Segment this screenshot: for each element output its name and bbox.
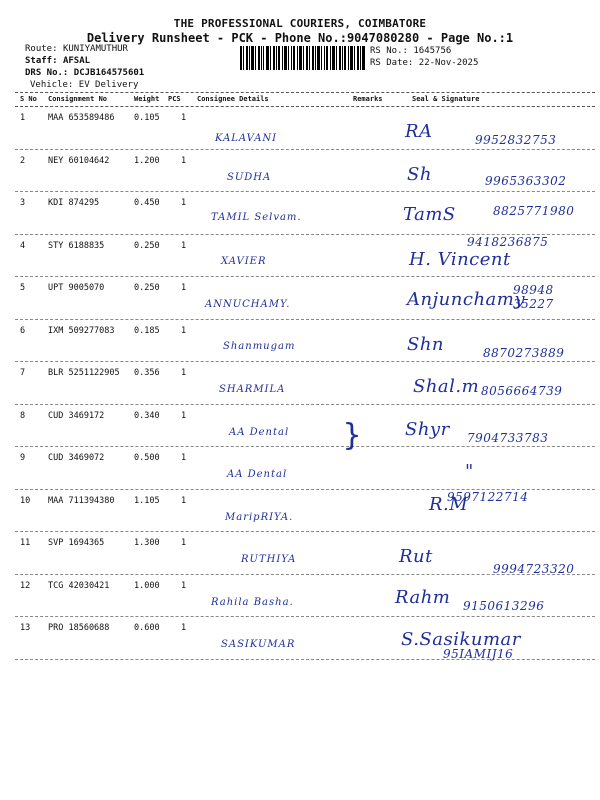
weight-value: 0.105 [134, 113, 160, 123]
consignee-name: Rahila Basha. [211, 596, 294, 608]
receiver-signature: Shal.m [413, 376, 480, 397]
rs-number: RS No.: 1645756 [370, 46, 452, 56]
vehicle-value: EV Delivery [78, 80, 139, 90]
row-sno: 3 [20, 198, 26, 208]
table-row [15, 490, 595, 533]
receiver-signature: Shyr [405, 418, 450, 440]
consignment-number: MAA 711394380 [48, 495, 115, 506]
row-sno: 11 [20, 538, 31, 548]
company-title: THE PROFESSIONAL COURIERS, COIMBATORE [173, 17, 427, 30]
receiver-phone: 9150613296 [463, 598, 545, 613]
receiver-phone: 8825771980 [493, 204, 575, 218]
receiver-phone: 8870273889 [483, 345, 565, 360]
row-sno: 12 [20, 580, 31, 591]
consignment-number: KDI 874295 [48, 198, 100, 208]
consignee-name: SUDHA [227, 171, 272, 183]
rs-date: RS Date: 22-Nov-2025 [370, 58, 479, 68]
table-row [15, 617, 595, 660]
weight-value: 0.500 [134, 453, 160, 463]
consignee-name: TAMIL Selvam. [211, 212, 302, 223]
col-weight: Weight [134, 95, 160, 103]
weight-value: 0.250 [134, 240, 160, 251]
pcs-value: 1 [181, 495, 187, 506]
consignee-name: AA Dental [229, 426, 290, 438]
weight-value: 0.250 [134, 283, 160, 293]
consignment-number: CUD 3469172 [48, 410, 105, 421]
receiver-signature: Sh [407, 163, 432, 185]
consignee-name: XAVIER [221, 255, 267, 267]
row-sno: 7 [20, 368, 26, 378]
col-consignee: Consignee Details [197, 95, 269, 103]
consignee-name: MaripRIYA. [225, 511, 294, 523]
table-row [15, 532, 595, 575]
consignment-number: PRO 18560688 [48, 623, 110, 633]
table-row [15, 192, 595, 235]
receiver-signature: Rut [399, 546, 433, 567]
table-body [15, 107, 595, 660]
receiver-phone: 9994723320 [493, 562, 575, 576]
consignee-name: Shanmugam [223, 340, 296, 352]
consignment-number: MAA 653589486 [48, 113, 115, 123]
vehicle-line: Vehicle: EV Delivery [30, 80, 139, 90]
pcs-value: 1 [181, 155, 187, 166]
brace-mark: } [343, 418, 362, 453]
receiver-signature: S.Sasikumar [401, 629, 521, 650]
weight-value: 1.300 [134, 538, 160, 548]
table-row [15, 362, 595, 405]
receiver-phone: 9965363302 [485, 173, 567, 188]
pcs-value: 1 [181, 283, 187, 293]
pcs-value: 1 [181, 538, 187, 548]
consignee-name: AA Dental [227, 469, 288, 480]
pcs-value: 1 [181, 453, 187, 463]
table-row [15, 150, 595, 193]
row-sno: 10 [20, 495, 31, 506]
pcs-value: 1 [181, 113, 187, 123]
weight-value: 1.200 [134, 155, 160, 166]
row-sno: 4 [20, 240, 26, 251]
drs-line: DRS No.: DCJB164575601 [25, 68, 145, 78]
weight-value: 0.356 [134, 368, 160, 378]
receiver-signature: R.M [429, 493, 469, 515]
row-sno: 1 [20, 113, 26, 123]
pcs-value: 1 [181, 580, 187, 591]
receiver-signature: RA [405, 121, 433, 142]
row-sno: 9 [20, 453, 26, 463]
row-sno: 5 [20, 283, 26, 293]
row-sno: 2 [20, 155, 26, 166]
receiver-phone: 9418236875 [467, 234, 549, 249]
pcs-value: 1 [181, 410, 187, 421]
table-header [15, 92, 595, 107]
consignment-number: UPT 9005070 [48, 283, 105, 293]
weight-value: 0.450 [134, 198, 160, 208]
barcode [240, 46, 365, 70]
consignee-name: SHARMILA [219, 384, 286, 395]
route-value: KUNIYAMUTHUR [62, 44, 128, 54]
consignment-number: TCG 42030421 [48, 580, 110, 591]
runsheet-table [15, 92, 595, 660]
receiver-signature: TamS [403, 204, 456, 225]
pcs-value: 1 [181, 623, 187, 633]
receiver-phone: 9597122714 [447, 489, 529, 504]
receiver-phone: 9952832753 [475, 133, 557, 147]
staff-line: Staff: AFSAL [25, 56, 91, 66]
col-sno: S No [20, 95, 37, 103]
table-row [15, 447, 595, 490]
drs-value: DCJB164575601 [73, 68, 145, 78]
pcs-value: 1 [181, 325, 187, 336]
route-line: Route: KUNIYAMUTHUR [25, 44, 128, 54]
consignment-number: BLR 5251122905 [48, 368, 120, 378]
table-row [15, 320, 595, 363]
receiver-signature: Shn [407, 333, 445, 355]
table-row [15, 107, 595, 150]
receiver-signature: " [465, 461, 474, 482]
consignment-number: SVP 1694365 [48, 538, 105, 548]
pcs-value: 1 [181, 240, 187, 251]
col-remarks: Remarks [353, 95, 383, 103]
row-sno: 13 [20, 623, 31, 633]
pcs-value: 1 [181, 368, 187, 378]
weight-value: 1.000 [134, 580, 160, 591]
weight-value: 0.600 [134, 623, 160, 633]
consignment-number: NEY 60104642 [48, 155, 110, 166]
row-sno: 8 [20, 410, 26, 421]
receiver-phone: 8056664739 [481, 384, 563, 398]
receiver-phone: 95IAMIJ16 [443, 647, 514, 661]
staff-value: AFSAL [62, 56, 91, 66]
receiver-phone: 98948 35227 [513, 283, 554, 311]
weight-value: 0.185 [134, 325, 160, 336]
table-row [15, 235, 595, 278]
receiver-phone: 7904733783 [467, 430, 549, 445]
receiver-signature: Rahm [395, 586, 451, 608]
consignment-number: IXM 509277083 [48, 325, 115, 336]
table-row [15, 405, 595, 448]
rs-info [370, 45, 478, 69]
consignee-name: ANNUCHAMY. [205, 299, 291, 310]
runsheet-subtitle: Delivery Runsheet - PCK - Phone No.:9047080280 - Page No.:1 [86, 31, 514, 45]
col-seal: Seal & Signature [412, 95, 480, 103]
pcs-value: 1 [181, 198, 187, 208]
receiver-signature: H. Vincent [409, 248, 511, 270]
receiver-signature: Anjunchamy [407, 289, 526, 310]
col-pcs: PCS [168, 95, 181, 103]
consignee-name: SASIKUMAR [221, 639, 296, 650]
weight-value: 0.340 [134, 410, 160, 421]
consignee-name: KALAVANI [215, 133, 278, 144]
consignment-number: CUD 3469072 [48, 453, 105, 463]
col-consignment: Consignment No [48, 95, 108, 103]
table-row [15, 277, 595, 320]
row-sno: 6 [20, 325, 26, 336]
weight-value: 1.105 [134, 495, 160, 506]
consignment-number: STY 6188835 [48, 240, 105, 251]
table-row [15, 575, 595, 618]
consignee-name: RUTHIYA [241, 554, 297, 565]
